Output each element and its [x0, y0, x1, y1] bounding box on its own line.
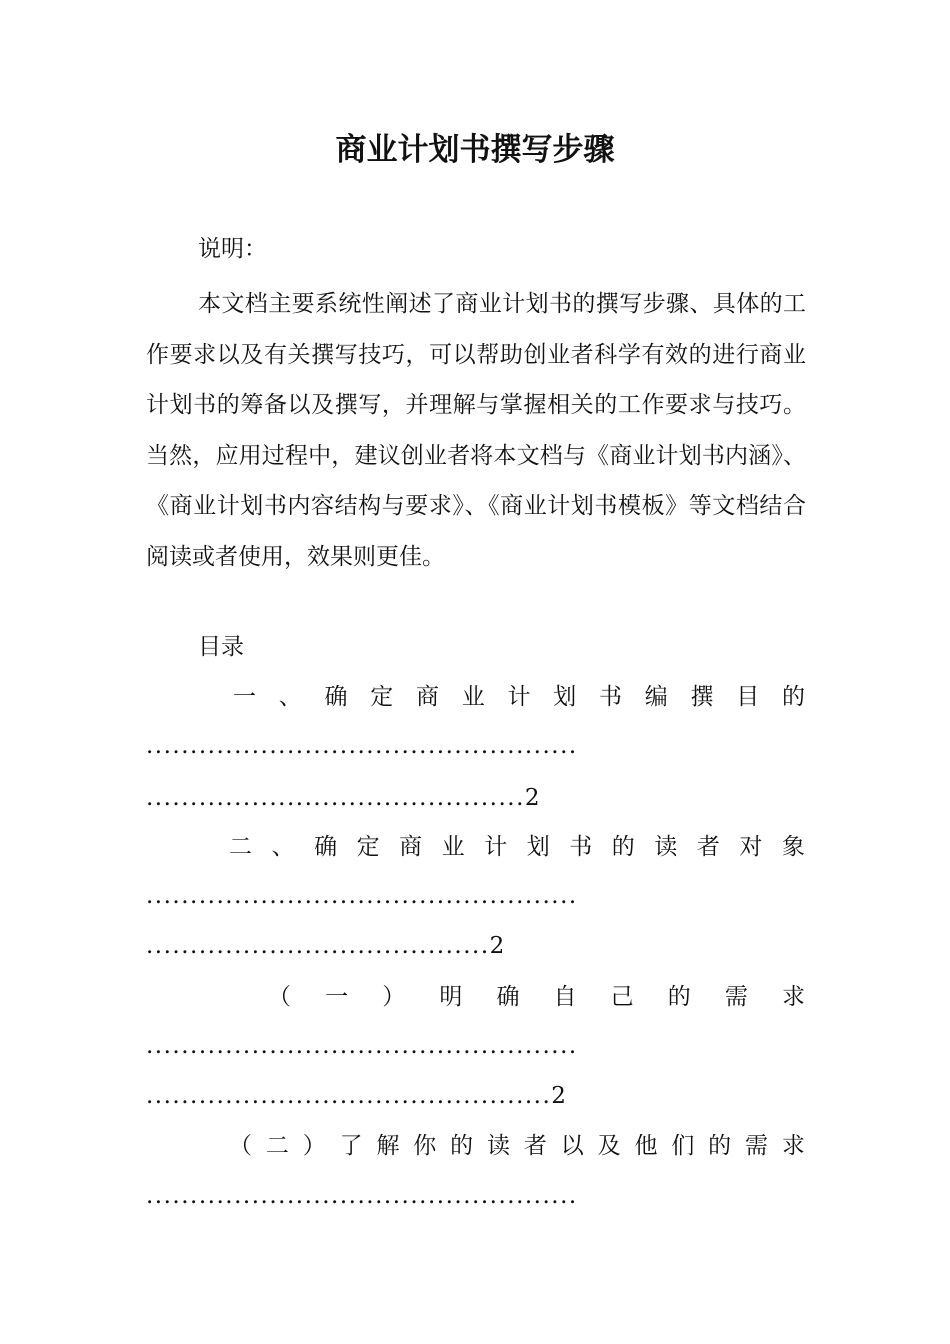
- toc-heading-char: 对: [739, 834, 763, 860]
- toc-heading-char: 定: [370, 684, 394, 710]
- toc-heading-char: 商: [399, 834, 423, 860]
- toc-entry-leader: .................................................: [146, 1183, 578, 1209]
- toc-heading-char: 书: [569, 834, 593, 860]
- toc-heading-char: 、: [271, 834, 295, 860]
- toc-heading-char: 读: [487, 1133, 511, 1159]
- toc-entry-heading[interactable]: [268, 982, 805, 1012]
- toc-heading-char: 们: [671, 1133, 695, 1159]
- toc-heading-char: ）: [382, 984, 406, 1010]
- toc-heading-char: ）: [302, 1133, 326, 1159]
- toc-label: 目录: [198, 634, 244, 660]
- toc-entry-leader-page: ..............................................2: [146, 1083, 568, 1109]
- toc-heading-char: 你: [413, 1133, 437, 1159]
- toc-heading-char: 一: [233, 684, 256, 710]
- toc-heading-char: 划: [553, 684, 577, 710]
- toc-entry-heading[interactable]: [233, 682, 805, 712]
- toc-heading-char: 需: [745, 1133, 769, 1159]
- toc-entry-leader: .................................................: [146, 733, 578, 759]
- toc-heading-char: 确: [314, 834, 338, 860]
- toc-heading-char: 以: [560, 1133, 584, 1159]
- toc-heading-char: 求: [781, 1133, 805, 1159]
- toc-heading-char: 撰: [690, 684, 714, 710]
- toc-heading-char: 二: [229, 834, 252, 860]
- toc-heading-char: 读: [654, 834, 678, 860]
- toc-heading-char: 他: [634, 1133, 658, 1159]
- toc-entry-heading[interactable]: [229, 1131, 805, 1161]
- toc-heading-char: 的: [611, 834, 635, 860]
- note-label: 说明：: [198, 236, 267, 262]
- toc-heading-char: 划: [526, 834, 550, 860]
- toc-entry-leader-page: ...........................................2: [146, 785, 542, 811]
- toc-heading-char: 了: [339, 1133, 363, 1159]
- toc-heading-char: 目: [736, 684, 760, 710]
- toc-heading-char: 者: [696, 834, 720, 860]
- toc-entry-heading[interactable]: [229, 832, 805, 862]
- toc-heading-char: 己: [610, 984, 634, 1010]
- toc-entry-leader: .................................................: [146, 1033, 578, 1059]
- toc-heading-char: （: [268, 984, 291, 1010]
- toc-heading-char: 确: [324, 684, 348, 710]
- toc-heading-char: 解: [376, 1133, 400, 1159]
- toc-heading-char: 二: [265, 1133, 289, 1159]
- toc-heading-char: 者: [523, 1133, 547, 1159]
- toc-heading-char: 的: [782, 684, 805, 710]
- toc-heading-char: 自: [553, 984, 577, 1010]
- toc-heading-char: 计: [484, 834, 508, 860]
- toc-heading-char: 定: [356, 834, 380, 860]
- toc-heading-char: 需: [724, 984, 748, 1010]
- toc-entry-leader: .................................................: [146, 883, 578, 909]
- intro-paragraph: 本文档主要系统性阐述了商业计划书的撰写步骤、具体的工作要求以及有关撰写技巧，可以帮助创业者科学有效的进行商业计划书的筹备以及撰写，并理解与掌握相关的工作要求与技巧。当然，应用过程中，建议创业者将本文档与《商业计划书内涵》、《商业计划书内容结构与要求》、《商业计划书模板》等文档结合阅读或者使用，效果则更佳。: [146, 291, 806, 570]
- toc-heading-char: 业: [441, 834, 465, 860]
- toc-heading-char: 象: [781, 834, 805, 860]
- toc-heading-char: 计: [507, 684, 531, 710]
- toc-heading-char: 及: [597, 1133, 621, 1159]
- toc-heading-char: 书: [599, 684, 622, 710]
- toc-heading-char: 求: [781, 984, 805, 1010]
- toc-heading-char: 的: [708, 1133, 732, 1159]
- toc-heading-char: 业: [461, 684, 485, 710]
- toc-entry-leader-page: .......................................2: [146, 933, 506, 959]
- toc-heading-char: 一: [325, 984, 349, 1010]
- toc-heading-char: 明: [439, 984, 463, 1010]
- toc-heading-char: 确: [496, 984, 520, 1010]
- document-title: 商业计划书撰写步骤: [335, 132, 615, 168]
- toc-heading-char: （: [229, 1133, 252, 1159]
- toc-heading-char: 的: [450, 1133, 474, 1159]
- toc-heading-char: 编: [644, 684, 668, 710]
- toc-heading-char: 、: [278, 684, 302, 710]
- toc-heading-char: 的: [667, 984, 691, 1010]
- toc-heading-char: 商: [416, 684, 439, 710]
